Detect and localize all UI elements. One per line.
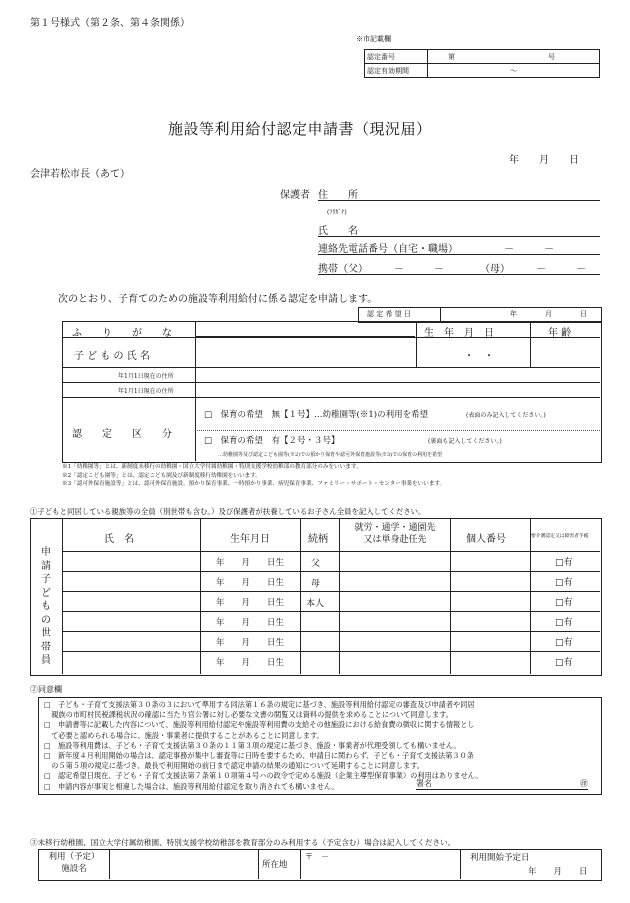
- page-title: 施設等利用給付認定申請書（現況届）: [168, 120, 432, 138]
- household-row-care-checkbox[interactable]: □有: [555, 598, 573, 608]
- household-row-birth[interactable]: 年 月 日生: [216, 658, 285, 668]
- facility-address-label: 所在地: [262, 860, 288, 870]
- guardian-mobile-field[interactable]: 携帯（父） － － （母） － －: [318, 260, 600, 275]
- option-care-note: (裏面も記入してください。): [428, 438, 502, 445]
- option-care-sub: …幼稚園等及び認定こども園等(※2)での預かり保育や認可外保育施設等(※3)での保育の利用を希望: [218, 452, 443, 458]
- facility-name-label: 利用（予定） 施設名: [48, 852, 100, 874]
- household-side-label: 申 請 子 ど も の 世 帯 員: [41, 547, 51, 666]
- household-row-relation: 本人: [306, 599, 325, 609]
- footnote-1: ※1「幼稚園等」とは、新制度未移行の幼稚園・国立大学付属幼稚園・特別支援学校幼稚部の教育部分のみをいいます。: [62, 464, 362, 470]
- household-row-birth[interactable]: 年 月 日生: [216, 638, 285, 648]
- seal-mark: ㊞: [580, 779, 588, 788]
- household-row-care-checkbox[interactable]: □有: [555, 558, 573, 568]
- household-row-birth[interactable]: 年 月 日生: [216, 598, 285, 608]
- household-row-relation: 母: [311, 579, 321, 589]
- option-care-checkbox[interactable]: □ 保育の希望 有【２号・３号】: [204, 436, 340, 446]
- city-use-table: [364, 49, 600, 78]
- household-heading: ①子どもと同居している親族等の全員（別世帯も含む。）及び保護者が扶養しているお子さん全員を記入してください。: [30, 507, 426, 516]
- age-label: 年 齢: [548, 328, 572, 339]
- guardian-name-field[interactable]: 氏 名: [318, 222, 600, 237]
- form-number: 第１号様式（第２条、第４条関係）: [30, 18, 190, 29]
- consent-checkbox-1[interactable]: □ 子ども・子育て支援法第３０条の３において準用する同法第１６条の規定に基づき、施設等利用給付認定の審査及び申請者や同居: [44, 700, 475, 709]
- child-name-label: 子 ど も の 氏 名: [74, 351, 150, 362]
- category-label: 認 定 区 分: [72, 429, 172, 440]
- cert-no-field[interactable]: 第 号: [428, 50, 600, 64]
- facility-name-input[interactable]: [110, 850, 257, 878]
- cert-period-field[interactable]: ～: [428, 64, 600, 78]
- birth-label: 生 年 月 日: [424, 328, 494, 339]
- option-no-care-checkbox[interactable]: □ 保育の希望 無【１号】…幼稚園等(※1)の利用を希望: [204, 410, 429, 420]
- consent-checkbox-6[interactable]: □ 申請内容が事実と相違した場合は、施設等利用給付認定を取り消されても構いません。: [44, 781, 339, 791]
- jan1-address-label-1: 年1月1日現在の住所: [118, 373, 174, 380]
- facility-address-input[interactable]: 〒 －: [305, 852, 329, 861]
- household-row-care-checkbox[interactable]: □有: [555, 638, 573, 648]
- child-name-input[interactable]: [196, 338, 415, 366]
- col-id: 個人番号: [466, 534, 506, 545]
- col-care: 要介護認定又は障害者手帳: [531, 534, 589, 539]
- consent-checkbox-5[interactable]: □ 認定希望日現在、子ども・子育て支援法第７条第１０項第４号ハの政令で定める施設（企業主導型保育事業）の利用はありません。: [44, 771, 483, 781]
- household-row-care-checkbox[interactable]: □有: [555, 658, 573, 668]
- footnote-2: ※2「認定こども園等」とは、認定こども園及び新制度移行幼稚園をいいます。: [62, 472, 261, 479]
- city-use-label: ※市記載欄: [356, 35, 391, 43]
- desired-date-value: 年 月 日: [510, 310, 587, 318]
- signature-field[interactable]: 署名 ㊞: [416, 779, 588, 788]
- start-date-input[interactable]: 年 月 日: [528, 867, 588, 877]
- col-name: 氏 名: [104, 534, 134, 545]
- desired-date-label: 認 定 希 望 日: [367, 310, 411, 318]
- household-row-care-checkbox[interactable]: □有: [555, 578, 573, 588]
- col-relation: 続柄: [308, 534, 328, 545]
- household-row-birth[interactable]: 年 月 日生: [216, 558, 285, 568]
- guardian-address-field[interactable]: 住 所: [318, 186, 600, 201]
- application-date[interactable]: 年 月 日: [509, 155, 579, 166]
- col-birth: 生年月日: [230, 534, 270, 545]
- guardian-furigana: (ﾌﾘｶﾞﾅ): [327, 209, 347, 216]
- cert-period-label: 認定有効期間: [365, 64, 428, 78]
- cert-no-label: 認定番号: [365, 50, 428, 64]
- birth-date-input[interactable]: ・ ・: [464, 351, 494, 362]
- footnote-3: ※3「認可外保育施設等」とは、認可外保育施設、預かり保育事業、一時預かり事業、病児保育事業、ファミリー・サポート・センター事業をいいます。: [62, 481, 446, 487]
- household-row-birth[interactable]: 年 月 日生: [216, 618, 285, 628]
- col-work: 就労・通学・通園先 又は単身赴任先: [354, 523, 436, 545]
- footnotes: [62, 463, 445, 489]
- household-row-birth[interactable]: 年 月 日生: [216, 578, 285, 588]
- furigana-label: ふ り が な: [72, 328, 172, 339]
- start-date-label: 利用開始予定日: [470, 853, 530, 863]
- consent-lines: □ 子ども・子育て支援法第３０条の３において準用する同法第１６条の規定に基づき、施設等利用給付認定の審査及び申請者や同居 親族の市町村民税課税状況の確認に当たり官公署に対し必要な文書の閲覧又は資料の提供を求めることについて同意します。 □ 申請書等に記載した内容について、施設等利用給付認定や施設等利用費の支給その他施設における給食費の徴収に関する情報とし て必要と認められる場合に、施設・事業者に提供することがあることに同意します。 □ 施設等利用費は、子ども・子育て支援法第３０条の１１第３項の規定に基づき、施設・事業者が代理受領しても構いません。 □ 新年度４月利用開始の場合は、認定事務が集中し審査等に日時を要するため、申請日に関わらず、子ども・子育て支援法第３０条 の５第５項の規定に基づき、最長で利用開始の前日まで認定申請の結果の通知について延期することに同意します。 □ 認定希望日現在、子ども・子育て支援法第７条第１０項第４号ハの政令で定める施設（企業主導型保育事業）の利用はありません。 □ 申請内容が事実と相違した場合は、施設等利用給付認定を取り消されても構いません。: [44, 700, 483, 791]
- guardian-phone-field[interactable]: 連絡先電話番号（自宅・職場） － －: [318, 240, 600, 255]
- addressee: 会津若松市長（あて）: [30, 169, 130, 180]
- consent-heading: ②同意欄: [30, 685, 62, 694]
- jan1-address-input-2[interactable]: [196, 383, 599, 396]
- household-row-relation: 父: [311, 559, 321, 569]
- jan1-address-label-2: 年1月1日現在の住所: [118, 388, 174, 395]
- consent-checkbox-4[interactable]: □ 新年度４月利用開始の場合は、認定事務が集中し審査等に日時を要するため、申請日に関わらず、子ども・子育て支援法第３０条: [44, 751, 474, 761]
- application-statement: 次のとおり、子育てのための施設等利用給付に係る認定を申請します。: [58, 294, 378, 305]
- option-no-care-note: (表面のみ記入してください。): [466, 412, 546, 419]
- jan1-address-input-1[interactable]: [196, 368, 599, 381]
- consent-checkbox-3[interactable]: □ 施設等利用費は、子ども・子育て支援法第３０条の１１第３項の規定に基づき、施設・事業者が代理受領しても構いません。: [44, 740, 461, 750]
- household-row-care-checkbox[interactable]: □有: [555, 618, 573, 628]
- facility-heading: ③未移行幼稚園、国立大学付属幼稚園、特別支援学校幼稚部を教育部分のみ利用する（予定含む）場合は記入してください。: [30, 838, 456, 847]
- child-furigana-input[interactable]: [196, 322, 415, 337]
- consent-checkbox-2[interactable]: □ 申請書等に記載した内容について、施設等利用給付認定や施設等利用費の支給その他施設における給食費の徴収に関する情報とし: [44, 720, 475, 730]
- age-input[interactable]: [531, 338, 599, 366]
- guardian-label: 保護者: [280, 190, 310, 201]
